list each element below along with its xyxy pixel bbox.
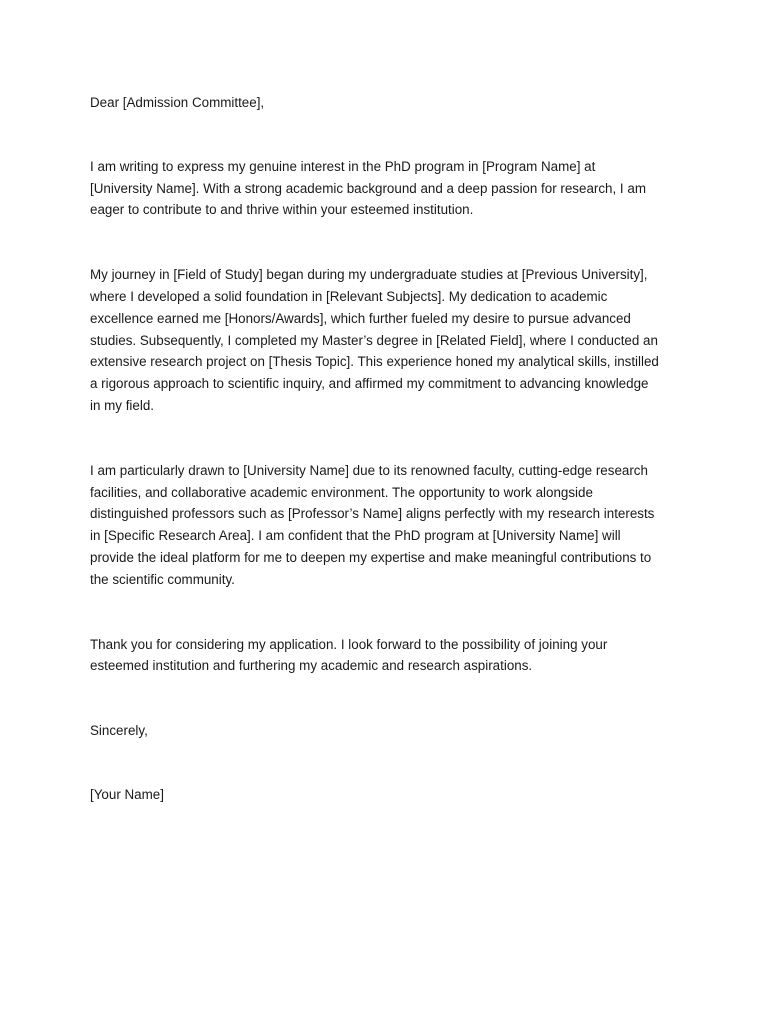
- text-line: distinguished professors such as [Professor’s Name] aligns perfectly with my research interests: [90, 506, 655, 522]
- text-line: extensive research project on [Thesis Topic]. This experience honed my analytical skills, instilled: [90, 354, 659, 370]
- text-line: provide the ideal platform for me to deepen my expertise and make meaningful contributions to: [90, 549, 652, 565]
- text-line: esteemed institution and furthering my academic and research aspirations.: [90, 658, 533, 674]
- text-line: [University Name]. With a strong academic background and a deep passion for research, I am: [90, 180, 646, 196]
- text-line: excellence earned me [Honors/Awards], which further fueled my desire to pursue advanced: [90, 310, 631, 326]
- text-line: I am particularly drawn to [University Name] due to its renowned faculty, cutting-edge research: [90, 462, 648, 478]
- text-line: My journey in [Field of Study] began during my undergraduate studies at [Previous University],: [90, 267, 648, 283]
- text-line: I am writing to express my genuine interest in the PhD program in [Program Name] at: [90, 158, 596, 174]
- text-line: facilities, and collaborative academic environment. The opportunity to work alongside: [90, 484, 593, 500]
- closing: Sincerely,: [90, 723, 148, 739]
- text-line: a rigorous approach to scientific inquiry, and affirmed my commitment to advancing knowledge: [90, 376, 649, 392]
- text-line: in my field.: [90, 397, 154, 413]
- paragraph-background: [90, 264, 682, 417]
- paragraph-motivation: [90, 460, 682, 591]
- text-line: Thank you for considering my application. I look forward to the possibility of joining your: [90, 636, 608, 652]
- text-line: the scientific community.: [90, 571, 235, 587]
- text-line: where I developed a solid foundation in [Relevant Subjects]. My dedication to academic: [90, 288, 608, 304]
- paragraph-thanks: [90, 634, 682, 678]
- text-line: studies. Subsequently, I completed my Master’s degree in [Related Field], where I conducted an: [90, 332, 658, 348]
- paragraph-interest: [90, 156, 682, 221]
- text-line: in [Specific Research Area]. I am confident that the PhD program at [University Name] will: [90, 528, 621, 544]
- letter-body: [90, 92, 682, 806]
- text-line: eager to contribute to and thrive within your esteemed institution.: [90, 202, 474, 218]
- salutation: Dear [Admission Committee],: [90, 95, 265, 110]
- signature-name: [Your Name]: [90, 786, 164, 802]
